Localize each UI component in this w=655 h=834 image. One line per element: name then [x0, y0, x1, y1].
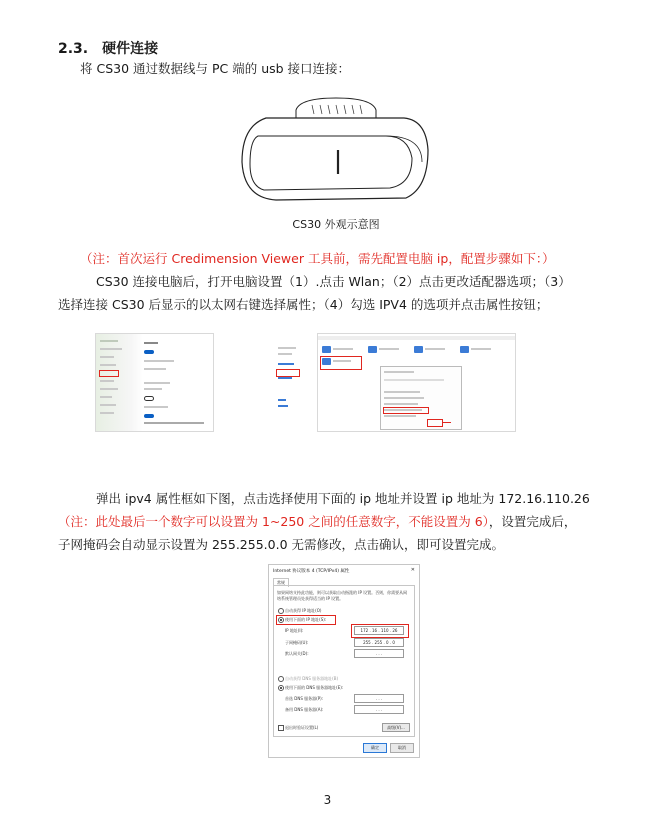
- steps-text-line2: 选择连接 CS30 后显示的以太网右键选择属性；（4）勾选 IPV4 的选项并点击属性按钮；: [58, 297, 549, 312]
- section-title: 硬件连接: [102, 41, 159, 57]
- subnet-mask-field[interactable]: 255 . 255 . 0 . 0: [354, 638, 404, 647]
- advanced-button[interactable]: 高级(V)...: [382, 723, 410, 732]
- adapter-option-highlight: [276, 369, 300, 377]
- validate-label: 退出时验证设置(L): [285, 725, 319, 730]
- ipv4-text-line1: 弹出 ipv4 属性框如下图，点击选择使用下面的 ip 地址并设置 ip 地址为 172.16.110.26: [96, 491, 590, 506]
- gateway-label: 默认网关(D):: [285, 651, 309, 656]
- auto-dns-label: 自动获得 DNS 服务器地址(B): [285, 676, 339, 681]
- page-number: 3: [323, 793, 332, 807]
- gateway-field[interactable]: . . .: [354, 649, 404, 658]
- validate-checkbox[interactable]: [278, 725, 284, 731]
- dialog-desc-line2: 络系统管理员处获得适当的 IP 设置。: [277, 596, 344, 601]
- adapter-options-screenshot: [270, 333, 316, 430]
- manual-dns-label: 使用下面的 DNS 服务器地址(E):: [285, 685, 344, 690]
- ethernet-properties-mini: [380, 366, 462, 430]
- dialog-title: Internet 协议版本 4 (TCP/IPv4) 属性: [273, 569, 350, 574]
- network-connections-screenshot: [317, 333, 516, 432]
- close-icon[interactable]: ✕: [410, 567, 415, 573]
- cs30-device-illustration: [236, 96, 436, 208]
- ipv4-note: （注：此处最后一个数字可以设置为 1~250 之间的任意数字，不能设置为 6）: [58, 514, 489, 529]
- ip-address-field[interactable]: 172 . 16 . 110 . 26: [354, 626, 404, 635]
- dialog-desc-line1: 如果网络支持此功能，则可以获取自动指派的 IP 设置。否则，你需要从网: [277, 590, 408, 595]
- steps-text-line1: CS30 连接电脑后，打开电脑设置（1）.点击 Wlan；（2）点击更改适配器选项；（3）: [96, 274, 571, 289]
- auto-dns-radio[interactable]: [278, 676, 284, 682]
- preferred-dns-field[interactable]: . . .: [354, 694, 404, 703]
- intro-text: 将 CS30 通过数据线与 PC 端的 usb 接口连接：: [80, 61, 351, 76]
- alternate-dns-field[interactable]: . . .: [354, 705, 404, 714]
- ipv4-text-line3: 子网掩码会自动显示设置为 255.255.0.0 无需修改，点击确认，即可设置完成。: [58, 537, 504, 552]
- wlan-highlight: [99, 370, 119, 377]
- preferred-dns-label: 首选 DNS 服务器(P):: [285, 696, 324, 701]
- figure1-caption: CS30 外观示意图: [292, 218, 380, 231]
- properties-button-highlight: [427, 419, 443, 427]
- settings-screenshot: [95, 333, 214, 432]
- auto-ip-label: 自动获得 IP 地址(O): [285, 608, 322, 613]
- ipv4-text-line2: [58, 510, 576, 533]
- ipv4-text-tail: ，设置完成后，: [488, 514, 577, 529]
- dialog-body: [273, 585, 415, 737]
- ethernet-highlight: [320, 356, 362, 370]
- manual-ip-label: 使用下面的 IP 地址(S):: [285, 617, 327, 622]
- subnet-mask-label: 子网掩码(U):: [285, 640, 309, 645]
- ipv4-properties-dialog: [268, 564, 420, 758]
- ip-address-label: IP 地址(I):: [285, 628, 304, 633]
- section-number: 2.3.: [58, 41, 89, 57]
- manual-ip-highlight: [276, 615, 336, 625]
- ipv4-item-highlight: [383, 407, 429, 414]
- cancel-button[interactable]: 取消: [390, 743, 414, 753]
- section-heading: [58, 38, 158, 58]
- alternate-dns-label: 备用 DNS 服务器(A):: [285, 707, 324, 712]
- auto-ip-radio[interactable]: [278, 608, 284, 614]
- ip-address-highlight: [351, 624, 409, 638]
- manual-dns-radio[interactable]: [278, 685, 284, 691]
- tab-general[interactable]: 常规: [273, 578, 289, 587]
- note-first-run: （注：首次运行 Credimension Viewer 工具前，需先配置电脑 ip，配置步骤如下：）: [80, 251, 555, 266]
- ok-button[interactable]: 确定: [363, 743, 387, 753]
